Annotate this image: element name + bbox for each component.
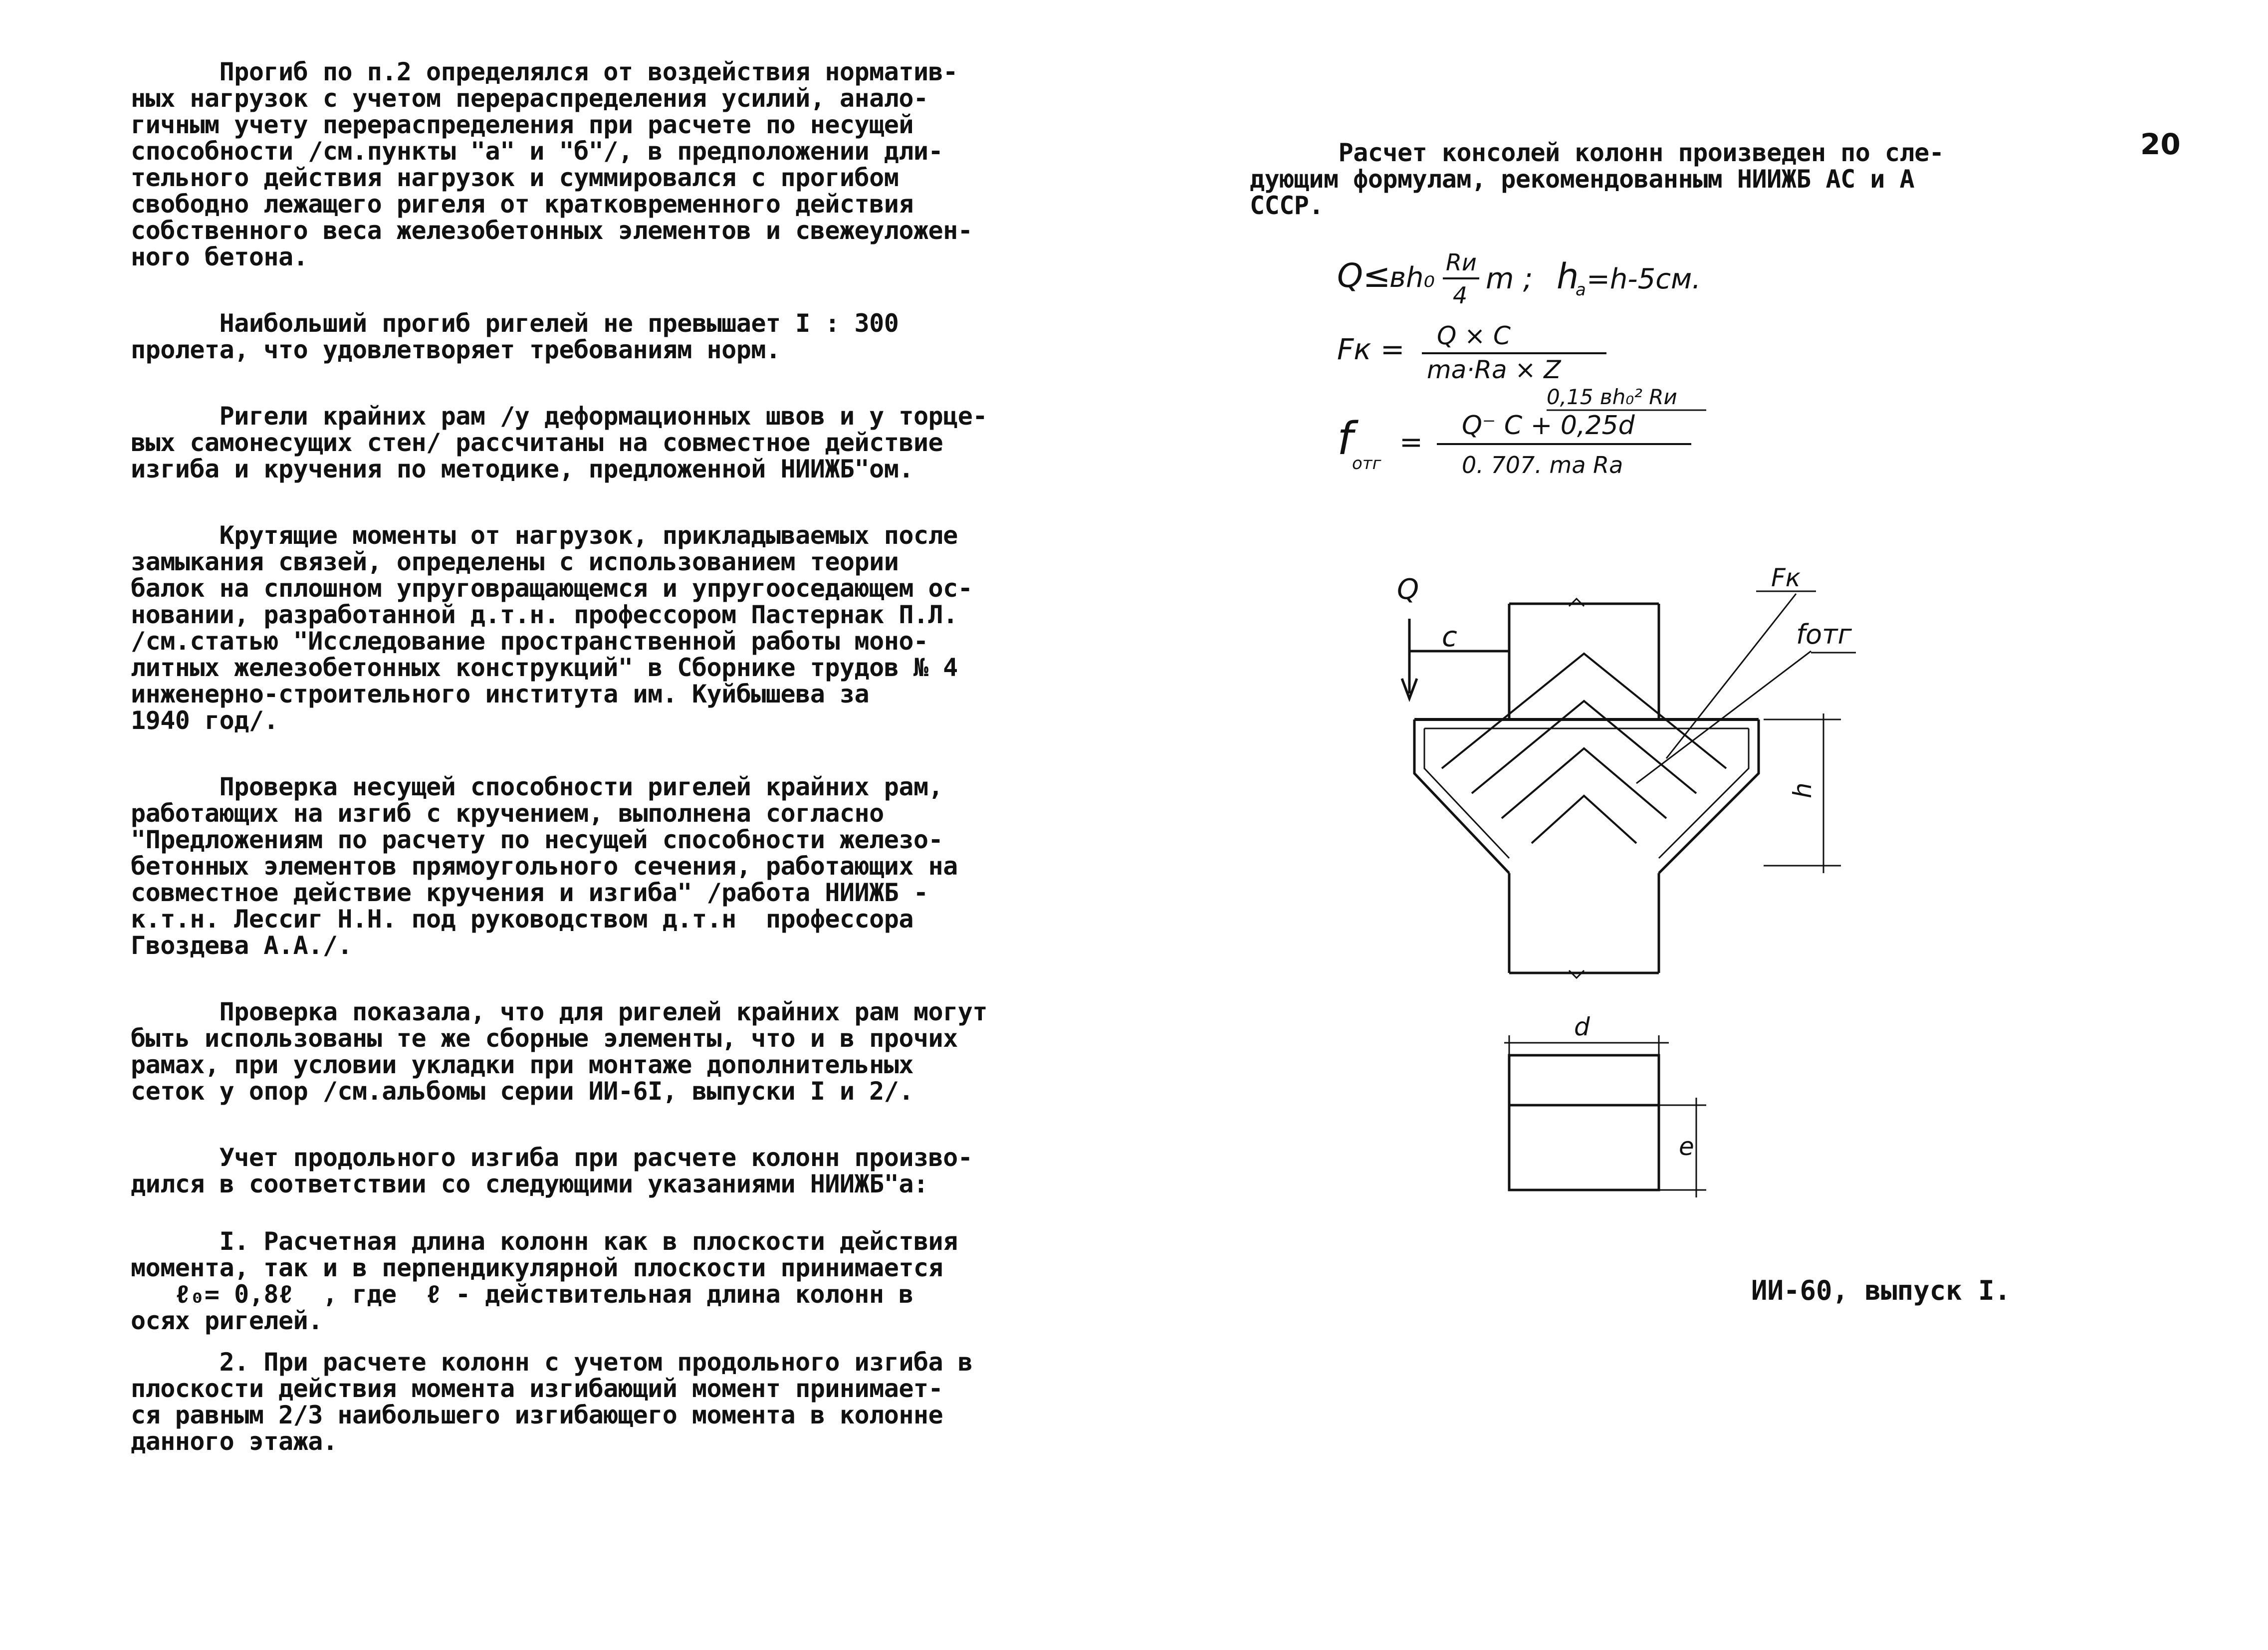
- label-q: Q: [1397, 573, 1419, 606]
- section-rectangle: [1509, 1055, 1659, 1190]
- paragraph-check-result: Проверка показала, что для ригелей крайних рам могут быть использованы те же сборные элементы, что и в прочих рамах, при условии укладки при монтаже дополнительных сеток у опор /см.альбомы серии ИИ-6I, выпуски I и 2/.: [131, 997, 987, 1106]
- rebar-chevron-1: [1442, 654, 1726, 768]
- paragraph-deflection: Прогиб по п.2 определялся от воздействия норматив- ных нагрузок с учетом перераспределения усилий, анало- гичным учету перераспределения при расчете по несущей способности /см.пункты "а" и "б"/, в предположении дли- тельного действия нагрузок и суммировался с прогибом свободно лежащего ригеля от кратковременного действия собственного веса железобетонных элементов и свежеуложен- ного бетона.: [131, 57, 973, 271]
- formula1-h-rhs: =h-5см.: [1587, 263, 1701, 295]
- label-c: c: [1442, 621, 1457, 653]
- console-right-chamfer: [1659, 719, 1759, 873]
- page-number: 20: [2140, 127, 2181, 161]
- formula1-m: m ;: [1486, 261, 1533, 295]
- label-fk: Fк: [1771, 564, 1801, 592]
- formulas-block: [1337, 249, 1786, 499]
- paragraph-capacity-check: Проверка несущей способности ригелей крайних рам, работающих на изгиб с кручением, выполнена согласно "Предложениям по расчету по несущей способности железо- бетонных элементов прямоугольного сечения, работающих на совместное действие кручения и изгиба" /работа НИИЖБ - к.т.н. Лессиг Н.Н. под руководством д.т.н профессора Гвоздева А.А./.: [131, 772, 958, 960]
- paragraph-torques: Крутящие моменты от нагрузок, прикладываемых после замыкания связей, определены с использованием теории балок на сплошном упруговращающемся и упругооседающем ос- новании, разработанной д.т.н. профессором Пастернак П.Л. /см.статью "Исследование пространственной работы моно- литных железобетонных конструкций" в Сборнике трудов № 4 инженерно-строительного института им. Куйбышева за 1940 год/.: [131, 521, 973, 735]
- console-right-inner: [1659, 728, 1749, 858]
- paragraph-buckling: Учет продольного изгиба при расчете колонн произво- дился в соответствии со следующими указаниями НИИЖБ"а:: [131, 1143, 973, 1198]
- formula3-lhs: f: [1337, 413, 1353, 465]
- leader-fk: [1666, 594, 1796, 758]
- label-h: h: [1788, 782, 1817, 798]
- formula3-lhs-sub: отг: [1352, 454, 1381, 473]
- consoles-intro-text: Расчет консолей колонн произведен по сле- дующим формулам, рекомендованным НИИЖБ АС и А СССР.: [1250, 138, 1944, 220]
- formula2-denominator: ma·Ra × Z: [1427, 355, 1561, 384]
- paragraph-item-1: I. Расчетная длина колонн как в плоскости действия момента, так и в перпендикулярной плоскости принимается ℓ₀= 0,8ℓ , где ℓ - действительная длина колонн в осях ригелей.: [131, 1227, 958, 1335]
- rebar-chevron-3: [1502, 748, 1666, 818]
- console-left-chamfer: [1414, 719, 1509, 873]
- rebar-chevron-4: [1532, 796, 1636, 843]
- formula3-top-term: 0,15 вh₀² Rи: [1547, 385, 1677, 409]
- console-drawing: [1397, 564, 1871, 1262]
- formula2-lhs: Fк =: [1337, 332, 1405, 366]
- formula3-numerator: Q⁻ C + 0,25d: [1462, 411, 1635, 441]
- formula1-lhs: Q≤: [1337, 256, 1391, 295]
- paragraph-item-2: 2. При расчете колонн с учетом продольного изгиба в плоскости действия момента изгибающий момент принимает- ся равным 2/3 наибольшего изгибающего момента в колонне данного этажа.: [131, 1348, 973, 1456]
- label-d: d: [1574, 1012, 1590, 1041]
- label-e: e: [1679, 1132, 1694, 1161]
- paragraph-edge-beams: Ригели крайних рам /у деформационных швов и у торце- вых самонесущих стен/ рассчитаны на совместное действие изгиба и кручения по методике, предложенной НИИЖБ"ом.: [131, 402, 987, 483]
- formula1-denominator: 4: [1453, 282, 1468, 309]
- left-text-column: [131, 59, 1029, 1495]
- label-fotg: fотг: [1796, 619, 1852, 650]
- formula3-equals: =: [1399, 426, 1423, 459]
- formula1-numerator: Rи: [1446, 249, 1477, 276]
- formula1-h: h: [1557, 256, 1579, 297]
- formula2-numerator: Q × C: [1437, 321, 1511, 350]
- series-label: ИИ-60, выпуск I.: [1751, 1275, 2011, 1306]
- formula1-h-sub: a: [1576, 280, 1586, 300]
- paragraph-max-deflection: Наибольший прогиб ригелей не превышает I : 300 пролета, что удовлетворяет требованиям норм.: [131, 309, 899, 364]
- formula3-denominator: 0. 707. ma Ra: [1462, 452, 1623, 478]
- formula1-bh0: вh₀: [1389, 261, 1435, 294]
